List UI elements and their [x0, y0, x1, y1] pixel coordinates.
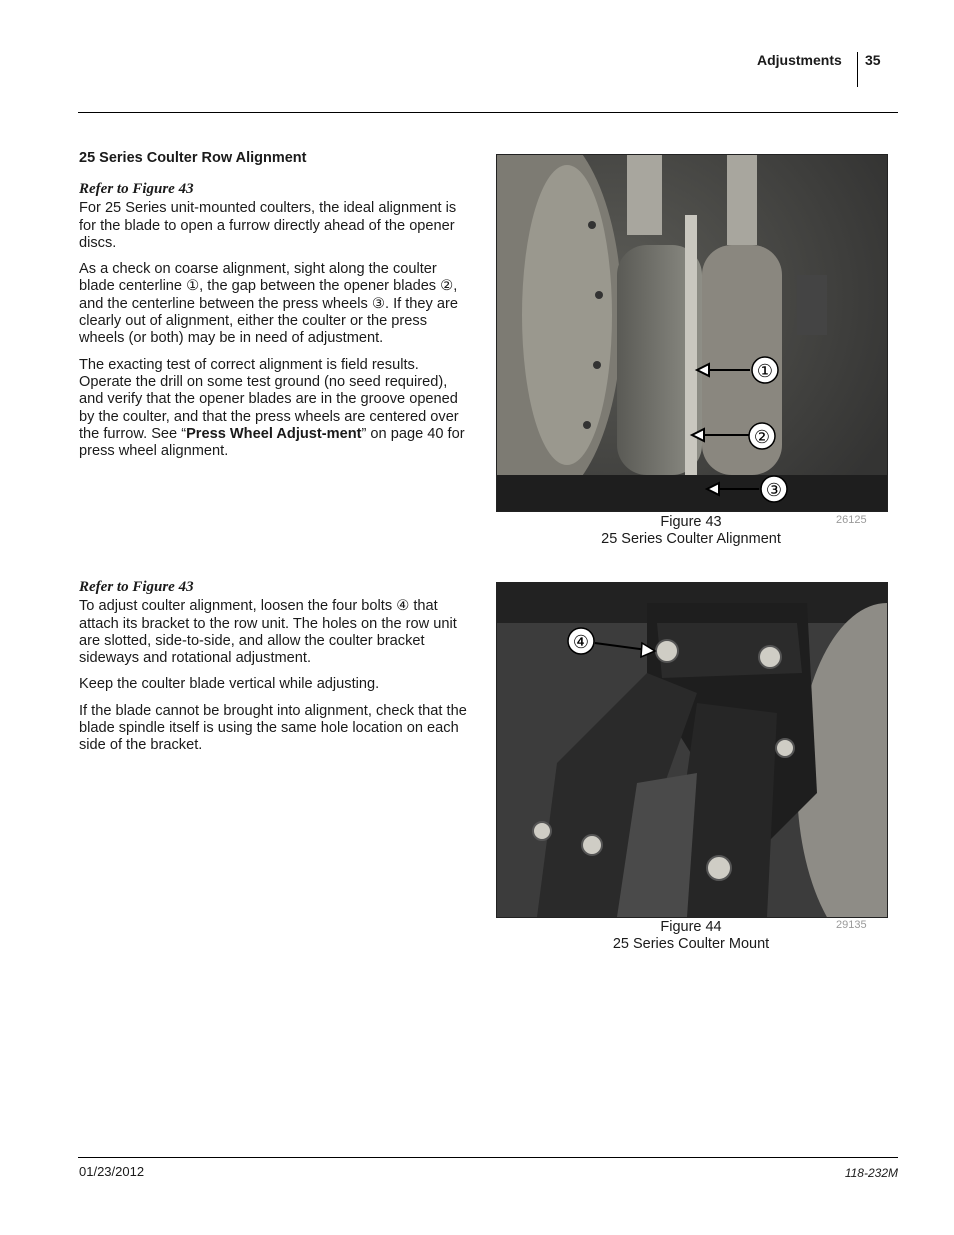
photo-id: 29135: [836, 919, 867, 931]
footer-doc-number: 118-232M: [844, 1166, 898, 1180]
text-block-alignment: [79, 181, 469, 469]
paragraph-text: The exacting test of correct alignment is field results. Operate the drill on some test ground (no seed required), and verify that the opener blades are in the groove opened by the coulter, and that the press wheels are centered over the furrow. See “: [79, 356, 459, 442]
coulter-alignment-photo: [497, 155, 887, 511]
figure-43-caption: [496, 514, 886, 548]
callout-1: ①: [756, 361, 774, 382]
figure-43-photo: [496, 154, 888, 512]
footer-rule: [78, 1157, 898, 1158]
paragraph: [79, 357, 469, 461]
coulter-mount-photo: [497, 583, 887, 917]
figure-44-caption: [496, 919, 886, 953]
cross-reference-link[interactable]: Press Wheel Adjust-ment: [186, 425, 362, 442]
figure-label: Figure 43: [660, 514, 722, 530]
paragraph: Keep the coulter blade vertical while adjusting.: [79, 676, 380, 693]
paragraph: To adjust coulter alignment, loosen the four bolts ④ that attach its bracket to the row unit. The holes on the row unit are slotted, side-to-side, and allow the coulter bracket sideways and rotational adjustment.: [79, 598, 457, 667]
running-header-section: [757, 52, 842, 68]
photo-id: 26125: [836, 514, 867, 526]
footer-date: 01/23/2012: [79, 1164, 145, 1179]
paragraph: If the blade cannot be brought into alignment, check that the blade spindle itself is using the same hole location on each side of the bracket.: [79, 702, 467, 754]
figure-label: Figure 44: [660, 919, 722, 935]
paragraph-text: ” on page 40 for press wheel alignment.: [79, 425, 465, 460]
paragraph: For 25 Series unit-mounted coulters, the ideal alignment is for the blade to open a furrow directly ahead of the opener discs.: [79, 200, 457, 251]
figure-title: 25 Series Coulter Alignment: [601, 531, 781, 547]
figure-title: 25 Series Coulter Mount: [612, 936, 770, 952]
callout-2: ②: [753, 427, 771, 448]
figure-reference: Refer to Figure 43: [79, 579, 194, 595]
paragraph: As a check on coarse alignment, sight along the coulter blade centerline ①, the gap between the opener blades ②, and the centerline between the press wheels ③. If they are clearly out of alignment, either the coulter or the press wheels (or both) may be in need of adjustment.: [79, 261, 458, 347]
header-divider: [857, 52, 858, 87]
page-number: 35: [865, 52, 881, 68]
text-block-adjust: [79, 579, 469, 764]
header-section-title: Adjustments: [757, 52, 842, 68]
section-heading: 25 Series Coulter Row Alignment: [79, 150, 307, 166]
figure-reference: Refer to Figure 43: [79, 181, 194, 197]
callout-4: ④: [572, 632, 590, 653]
header-rule: [78, 112, 898, 113]
callout-3: ③: [765, 480, 783, 501]
figure-44-photo: [496, 582, 888, 918]
